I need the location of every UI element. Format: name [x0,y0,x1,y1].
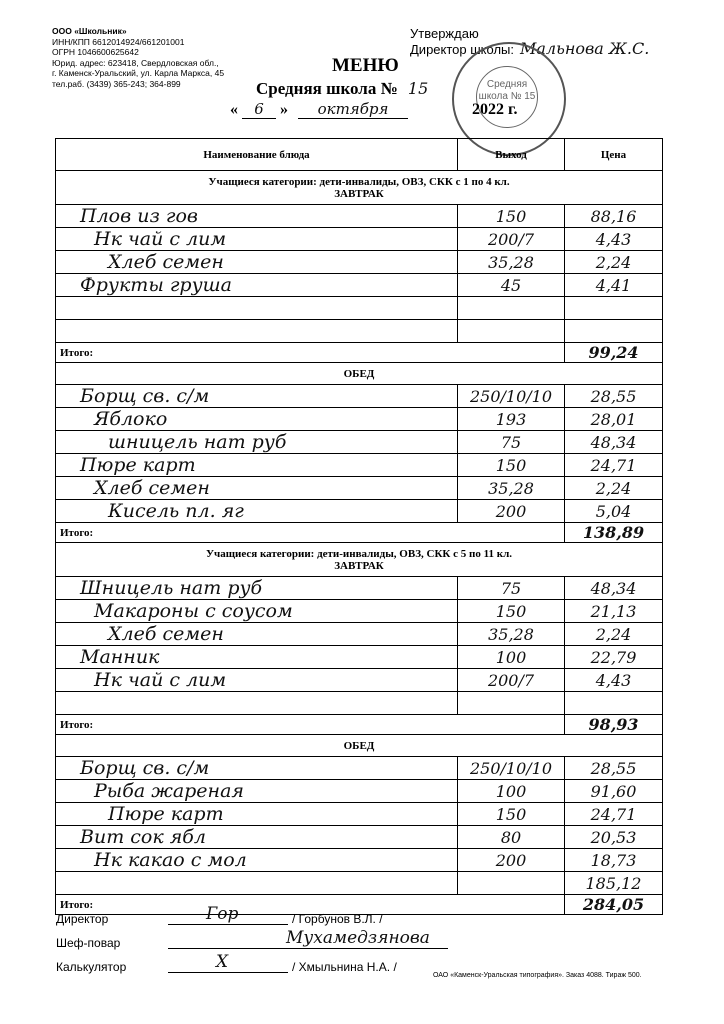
signature-calculator: Х [216,952,229,972]
role-chef: Шеф-повар [56,936,121,950]
org-address-1: Юрид. адрес: 623418, Свердловская обл., [52,57,219,68]
signature-row-calculator [56,960,126,974]
dish-output-text: 200 [495,501,527,521]
dish-output-text: 35,28 [488,252,534,272]
dish-output-text: 100 [495,647,527,667]
table-row [56,274,663,297]
dish-name [56,274,458,297]
dish-price [565,646,663,669]
signature-line-director [168,924,288,925]
dish-name-text: Яблоко [94,408,168,430]
dish-name [56,297,458,320]
dish-output [458,274,565,297]
dish-price-text: 185,12 [585,873,642,893]
dish-output [458,780,565,803]
dish-name [56,669,458,692]
dish-output [458,757,565,780]
dish-name [56,803,458,826]
printer-footer: ОАО «Каменск-Уральская типография». Заказ 4088. Тираж 500. [433,972,642,979]
dish-price-text: 24,71 [590,804,637,824]
dish-name [56,692,458,715]
total-value-text: 99,24 [588,343,639,362]
table-row [56,692,663,715]
dish-name [56,646,458,669]
total-row [56,343,663,363]
dish-price-text: 5,04 [595,501,632,521]
dish-price [565,431,663,454]
dish-name-text: Пюре карт [108,803,224,825]
name-calculator: Хмыльнина Н.А. [298,960,391,974]
meal-row [56,735,663,757]
total-value-text: 138,89 [582,523,645,542]
total-label: Итого: [56,523,565,543]
dish-name-text: Хлеб семен [94,477,210,499]
approval-label: Утверждаю [410,26,479,41]
total-value-text: 98,93 [588,715,639,734]
meal-label: ОБЕД [343,739,375,752]
dish-name-text: Борщ св. с/м [80,385,210,407]
dish-price [565,577,663,600]
dish-price [565,669,663,692]
total-value [565,895,663,915]
dish-output-text: 75 [500,432,522,452]
table-row [56,872,663,895]
table-header-row [56,139,663,171]
total-label: Итого: [56,715,565,735]
table-row [56,454,663,477]
dish-name [56,872,458,895]
total-value [565,715,663,735]
dish-price-text: 18,73 [590,850,637,870]
dish-name [56,477,458,500]
dish-name-text: Шницель нат руб [80,577,263,599]
dish-name [56,205,458,228]
org-name: ООО «Школьник» [52,26,127,36]
dish-output [458,826,565,849]
table-row [56,849,663,872]
dish-price [565,757,663,780]
table-row [56,385,663,408]
signature-chef: Мухамедзянова [286,928,430,948]
dish-price [565,600,663,623]
org-address-2: г. Каменск-Уральский, ул. Карла Маркса, 45 [52,68,225,78]
dish-price-text: 4,41 [595,275,632,295]
section-heading [56,171,663,205]
dish-price [565,408,663,431]
dish-price [565,477,663,500]
section-heading [56,735,663,757]
dish-price [565,623,663,646]
dish-price [565,385,663,408]
table-row [56,297,663,320]
dish-price-text: 48,34 [590,578,637,598]
dish-output [458,600,565,623]
meal-label: ОБЕД [343,367,375,380]
category-label: Учащиеся категории: дети-инвалиды, ОВЗ, СКК с 1 по 4 кл. [208,175,510,188]
dish-price-text: 4,43 [595,670,632,690]
dish-price [565,228,663,251]
category-row [56,543,663,577]
dish-price-text: 20,53 [590,827,637,847]
dish-name [56,385,458,408]
table-row [56,477,663,500]
dish-price [565,849,663,872]
dish-name-text: Вит сок ябл [80,826,206,848]
dish-name-text: Хлеб семен [108,251,224,273]
dish-output [458,669,565,692]
dish-price-text: 2,24 [595,478,632,498]
dish-name [56,757,458,780]
dish-price [565,780,663,803]
dish-price-text: 28,01 [590,409,637,429]
dish-name-text: Рыба жареная [94,780,244,802]
dish-name-text [60,297,94,319]
table-row [56,408,663,431]
org-ogrn: ОГРН 1046600625642 [52,47,139,57]
dish-output [458,849,565,872]
name-director-wrap: / Горбунов В.Л. / [292,912,383,926]
dish-price-text: 28,55 [590,386,637,406]
date-quote-open: « [230,101,238,118]
dish-output-text: 150 [495,804,527,824]
col-header-name: Наименование блюда [56,139,458,171]
dish-price [565,205,663,228]
dish-price-text: 91,60 [590,781,637,801]
dish-price-text: 22,79 [590,647,637,667]
name-director: Горбунов В.Л. [298,912,376,926]
dish-output-text: 150 [495,206,527,226]
dish-price [565,320,663,343]
dish-price [565,872,663,895]
total-value-text: 284,05 [582,895,645,914]
table-row [56,757,663,780]
dish-price [565,251,663,274]
dish-output-text: 200/7 [487,670,535,690]
dish-output [458,577,565,600]
dish-name [56,454,458,477]
dish-price-text: 21,13 [590,601,637,621]
dish-name-text [60,320,108,342]
role-director: Директор [56,912,109,926]
dish-output [458,872,565,895]
dish-price-text: 2,24 [595,252,632,272]
dish-price [565,454,663,477]
dish-name-text: Хлеб семен [108,623,224,645]
dish-output-text: 150 [495,455,527,475]
dish-name [56,623,458,646]
name-calculator-wrap: / Хмыльнина Н.А. / [292,960,397,974]
menu-date [230,100,517,119]
table-row [56,577,663,600]
total-value [565,523,663,543]
table-row [56,669,663,692]
dish-name-text: Плов из гов [80,205,198,227]
dish-output-text: 193 [495,409,527,429]
dish-name-text: Нк какао с мол [94,849,247,871]
dish-name [56,780,458,803]
dish-name [56,577,458,600]
dish-output [458,251,565,274]
dish-price [565,274,663,297]
dish-output [458,297,565,320]
dish-output-text: 250/10/10 [469,386,553,406]
director-label: Директор школы: [410,42,514,57]
dish-price-text: 88,16 [590,206,637,226]
dish-price [565,500,663,523]
dish-price-text: 28,55 [590,758,637,778]
total-row [56,523,663,543]
dish-price [565,803,663,826]
date-year: 2022 г. [472,101,518,118]
signature-director: Гор [206,904,239,924]
dish-output [458,692,565,715]
signature-line-chef [168,948,448,949]
director-signature: Мальнова Ж.С. [520,39,650,58]
dish-name [56,431,458,454]
dish-output-text: 35,28 [488,478,534,498]
table-row [56,431,663,454]
dish-name [56,408,458,431]
table-row [56,600,663,623]
dish-name-text [60,872,108,894]
dish-output [458,454,565,477]
page-title: МЕНЮ [332,55,399,76]
dish-output [458,431,565,454]
dish-price-text: 4,43 [595,229,632,249]
dish-name-text: Кисель пл. яг [108,500,244,522]
col-header-output: Выход [458,139,565,171]
section-heading [56,363,663,385]
table-row [56,826,663,849]
dish-output-text: 250/10/10 [469,758,553,778]
table-row [56,623,663,646]
dish-name [56,600,458,623]
dish-price-text: 48,34 [590,432,637,452]
signature-row-chef [56,936,120,950]
dish-name-text: Макароны с соусом [94,600,293,622]
table-row [56,500,663,523]
dish-name-text: Борщ св. с/м [80,757,210,779]
dish-output-text: 200 [495,850,527,870]
dish-output [458,646,565,669]
school-label: Средняя школа № [256,79,398,98]
organization-header [52,26,224,89]
meal-row [56,363,663,385]
dish-name-text: Нк чай с лим [94,669,227,691]
table-row [56,228,663,251]
meal-label: ЗАВТРАК [334,559,384,572]
signature-line-calculator [168,972,288,973]
dish-output [458,385,565,408]
dish-output [458,500,565,523]
school-line [256,79,428,99]
dish-price [565,826,663,849]
dish-output [458,320,565,343]
dish-name-text: Фрукты груша [80,274,232,296]
dish-output [458,408,565,431]
dish-price [565,692,663,715]
dish-output [458,205,565,228]
school-number: 15 [407,79,429,98]
dish-output-text: 45 [500,275,522,295]
dish-output-text: 200/7 [487,229,535,249]
dish-output-text: 80 [500,827,522,847]
dish-output [458,477,565,500]
col-header-price: Цена [565,139,663,171]
org-phone: тел.раб. (3439) 365-243; 364-899 [52,78,181,89]
total-row [56,715,663,735]
dish-name-text [60,692,108,714]
stamp-text: Средняя школа № 15 [476,66,538,128]
table-row [56,251,663,274]
table-row [56,803,663,826]
meal-label: ЗАВТРАК [334,187,384,200]
dish-name-text: Пюре карт [80,454,196,476]
dish-output [458,803,565,826]
total-label: Итого: [56,895,565,915]
dish-output-text: 100 [495,781,527,801]
dish-name-text: Нк чай с лим [94,228,227,250]
table-row [56,780,663,803]
role-calculator: Калькулятор [56,960,127,974]
dish-name [56,826,458,849]
signature-row-director [56,912,108,926]
dish-name-text: Манник [80,646,160,668]
table-row [56,320,663,343]
dish-output-text: 75 [500,578,522,598]
dish-price-text: 2,24 [595,624,632,644]
dish-name [56,320,458,343]
category-row [56,171,663,205]
table-row [56,205,663,228]
total-label: Итого: [56,343,565,363]
dish-output [458,228,565,251]
org-inn: ИНН/КПП 6612014924/661201001 [52,36,185,47]
dish-price [565,297,663,320]
dish-output-text: 35,28 [488,624,534,644]
dish-output [458,623,565,646]
dish-price-text: 24,71 [590,455,637,475]
date-quote-close: » [280,101,288,118]
dish-name [56,228,458,251]
dish-name [56,251,458,274]
dish-name-text: шницель нат руб [108,431,287,453]
section-heading [56,543,663,577]
dish-name [56,500,458,523]
dish-name [56,849,458,872]
total-value [565,343,663,363]
category-label: Учащиеся категории: дети-инвалиды, ОВЗ, СКК с 5 по 11 кл. [205,547,513,560]
date-month: октября [298,100,408,119]
table-row [56,646,663,669]
menu-table [55,138,663,915]
date-day: 6 [242,100,276,119]
dish-output-text: 150 [495,601,527,621]
